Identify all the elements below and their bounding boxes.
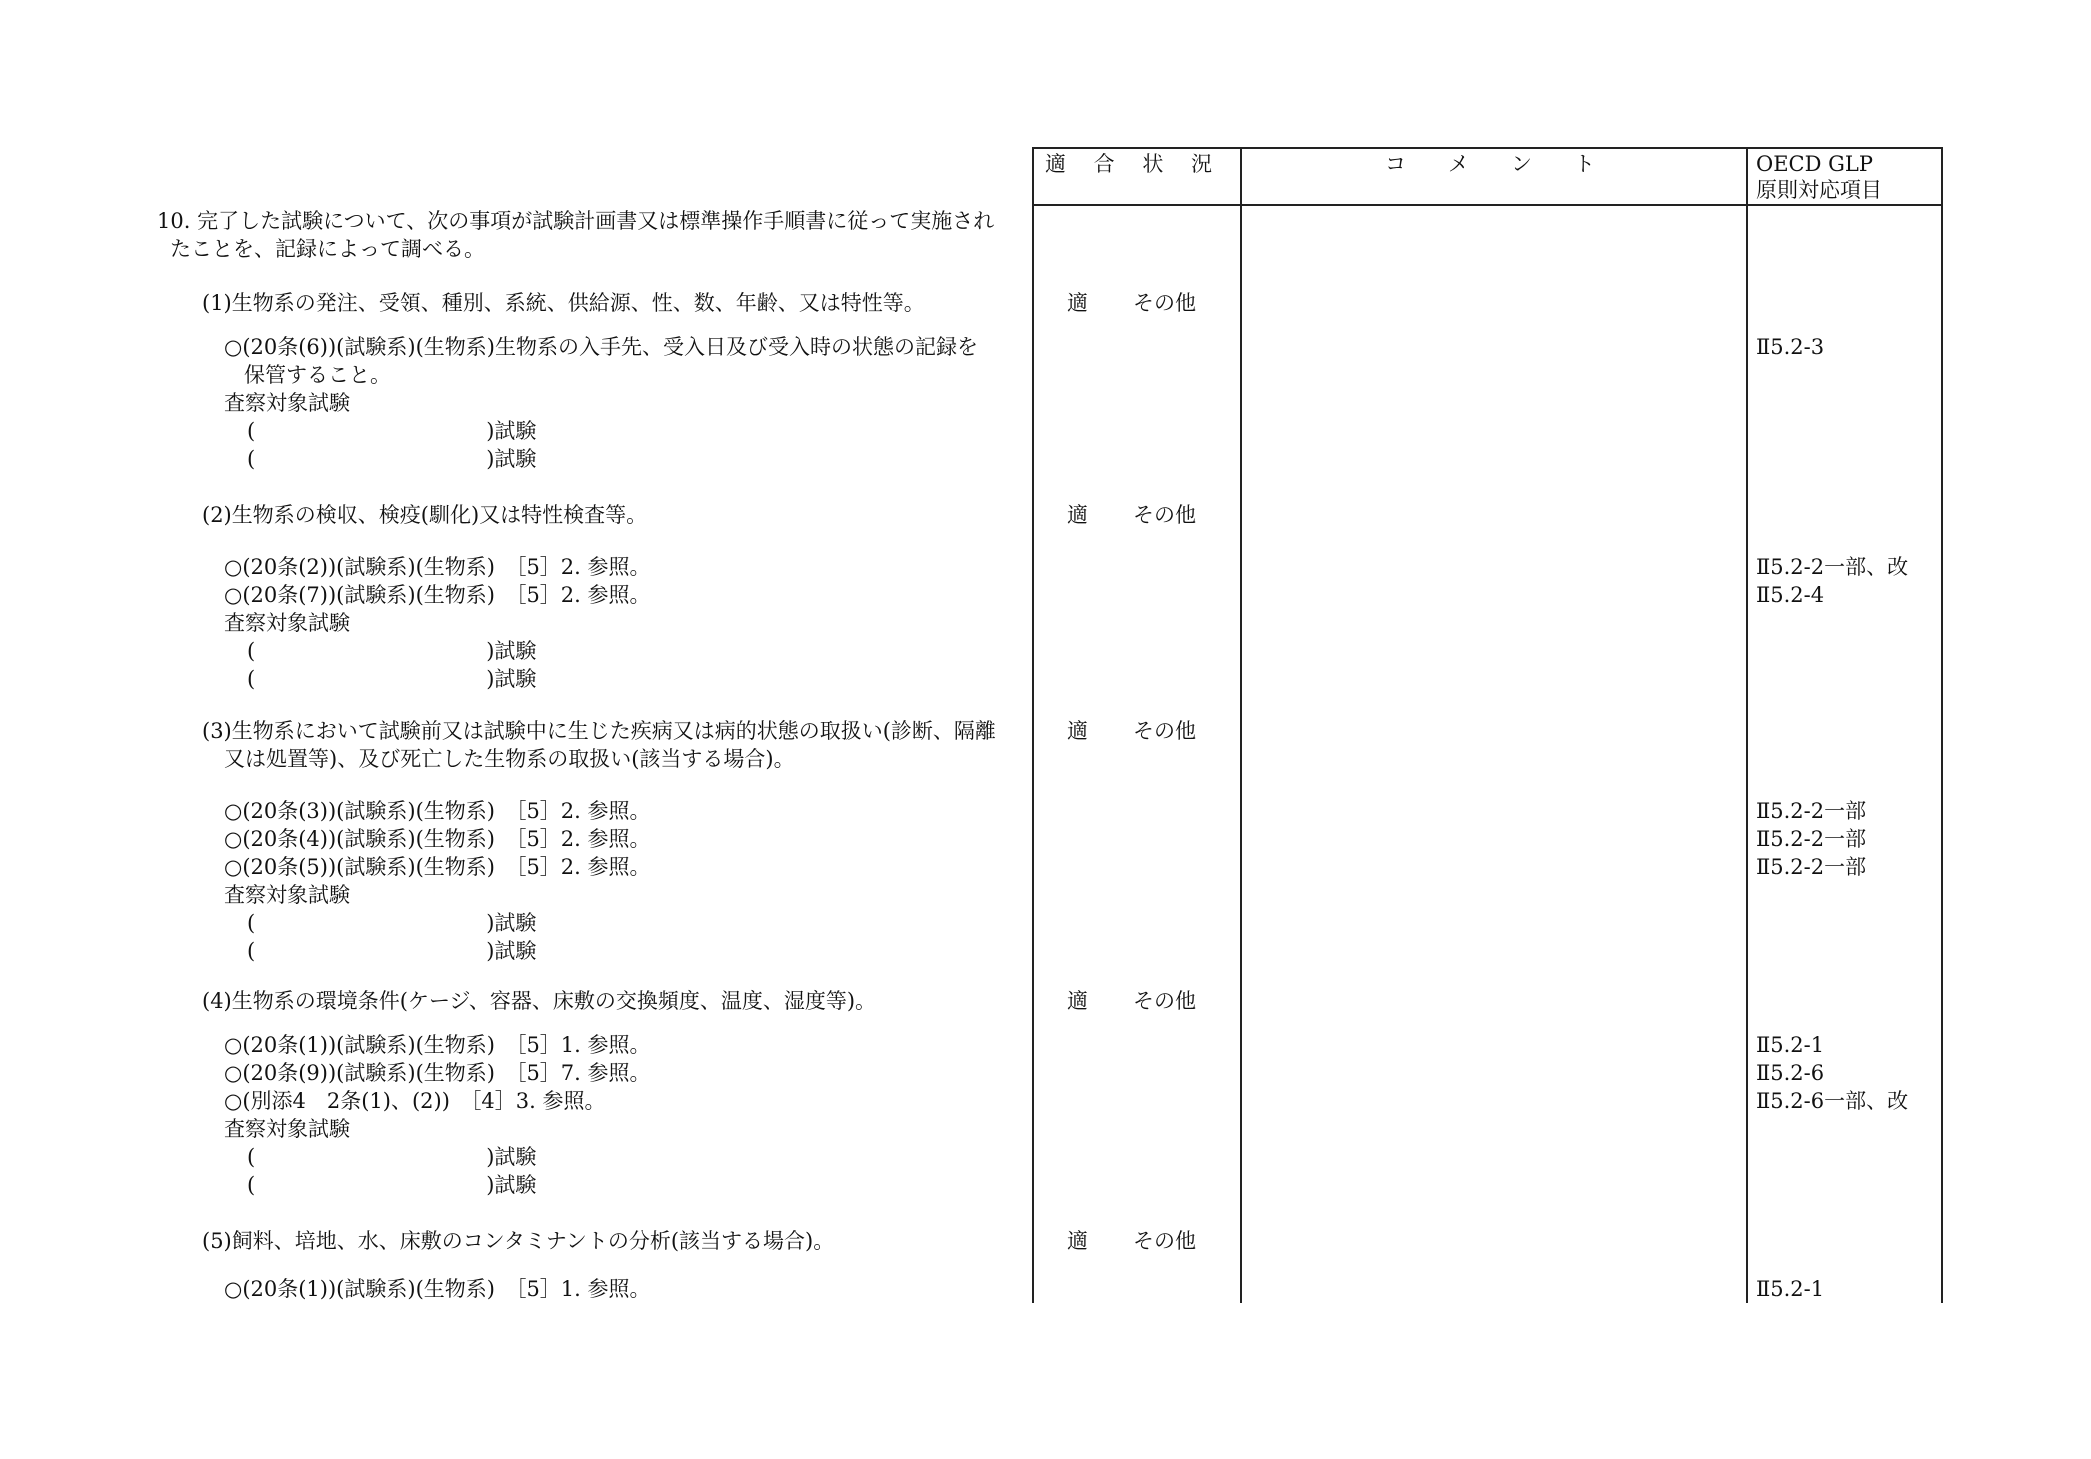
section-3-item-1: ○(20条(3))(試験系)(生物系) ［5］2. 参照。 (224, 799, 651, 823)
section-3-ref-3: Ⅱ5.2-2一部 (1756, 855, 1867, 879)
section-2-sonota: その他 (1133, 503, 1196, 527)
section-2-item-2: ○(20条(7))(試験系)(生物系) ［5］2. 参照。 (224, 583, 651, 607)
section-4-tekigo: 適 (1067, 989, 1088, 1013)
section-4-item-1: ○(20条(1))(試験系)(生物系) ［5］1. 参照。 (224, 1033, 651, 1057)
section-2-title: (2)生物系の検収、検疫(馴化)又は特性検査等。 (202, 503, 648, 527)
section-5-sonota: その他 (1133, 1229, 1196, 1253)
col-divider-1 (1032, 147, 1034, 1303)
section-2-tekigo: 適 (1067, 503, 1088, 527)
section-4-title: (4)生物系の環境条件(ケージ、容器、床敷の交換頻度、温度、湿度等)。 (202, 989, 877, 1013)
section-4-target-label: 査察対象試験 (224, 1117, 350, 1141)
section-3-tekigo: 適 (1067, 719, 1088, 743)
section-5-item-1: ○(20条(1))(試験系)(生物系) ［5］1. 参照。 (224, 1277, 651, 1301)
section-4-item-3: ○(別添4 2条(1)、(2)) ［4］3. 参照。 (224, 1089, 606, 1113)
section-1-item-1-cont: 保管すること。 (244, 363, 391, 387)
header-status: 適 合 状 況 (1045, 152, 1213, 176)
section-1-ref-1: Ⅱ5.2-3 (1756, 335, 1825, 359)
section-4-study-2: ( )試験 (247, 1173, 537, 1197)
section-3-study-2: ( )試験 (247, 939, 537, 963)
section-2-item-1: ○(20条(2))(試験系)(生物系) ［5］2. 参照。 (224, 555, 651, 579)
section-3-ref-2: Ⅱ5.2-2一部 (1756, 827, 1867, 851)
section-3-study-1: ( )試験 (247, 911, 537, 935)
section-3-item-2: ○(20条(4))(試験系)(生物系) ［5］2. 参照。 (224, 827, 651, 851)
section-5-title: (5)飼料、培地、水、床敷のコンタミナントの分析(該当する場合)。 (202, 1229, 835, 1253)
section-3-title: (3)生物系において試験前又は試験中に生じた疾病又は病的状態の取扱い(診断、隔離 (202, 719, 996, 743)
section-4-sonota: その他 (1133, 989, 1196, 1013)
table-top-rule (1032, 147, 1943, 149)
header-oecd-line2: 原則対応項目 (1756, 178, 1882, 202)
section-1-study-1: ( )試験 (247, 419, 537, 443)
intro-line1: 10. 完了した試験について、次の事項が試験計画書又は標準操作手順書に従って実施され (157, 209, 995, 233)
section-1-sonota: その他 (1133, 291, 1196, 315)
header-bottom-rule (1032, 204, 1943, 206)
section-3-sonota: その他 (1133, 719, 1196, 743)
section-1-target-label: 査察対象試験 (224, 391, 350, 415)
col-divider-3 (1746, 147, 1748, 1303)
section-1-study-2: ( )試験 (247, 447, 537, 471)
section-4-item-2: ○(20条(9))(試験系)(生物系) ［5］7. 参照。 (224, 1061, 651, 1085)
section-2-ref-2: Ⅱ5.2-4 (1756, 583, 1825, 607)
section-1-tekigo: 適 (1067, 291, 1088, 315)
section-4-study-1: ( )試験 (247, 1145, 537, 1169)
section-3-title-cont: 又は処置等)、及び死亡した生物系の取扱い(該当する場合)。 (224, 747, 795, 771)
section-5-tekigo: 適 (1067, 1229, 1088, 1253)
section-4-ref-3: Ⅱ5.2-6一部、改 (1756, 1089, 1909, 1113)
header-comment: コ メ ン ト (1385, 152, 1595, 176)
col-divider-2 (1240, 147, 1242, 1303)
section-4-ref-2: Ⅱ5.2-6 (1756, 1061, 1825, 1085)
section-2-study-1: ( )試験 (247, 639, 537, 663)
section-3-ref-1: Ⅱ5.2-2一部 (1756, 799, 1867, 823)
section-2-study-2: ( )試験 (247, 667, 537, 691)
section-1-title: (1)生物系の発注、受領、種別、系統、供給源、性、数、年齢、又は特性等。 (202, 291, 925, 315)
section-3-item-3: ○(20条(5))(試験系)(生物系) ［5］2. 参照。 (224, 855, 651, 879)
section-2-ref-1: Ⅱ5.2-2一部、改 (1756, 555, 1909, 579)
col-divider-4 (1941, 147, 1943, 1303)
section-1-item-1: ○(20条(6))(試験系)(生物系)生物系の入手先、受入日及び受入時の状態の記録を (224, 335, 978, 359)
section-3-target-label: 査察対象試験 (224, 883, 350, 907)
section-4-ref-1: Ⅱ5.2-1 (1756, 1033, 1825, 1057)
header-oecd-line1: OECD GLP (1756, 152, 1873, 176)
intro-line2: たことを、記録によって調べる。 (170, 237, 485, 261)
section-5-ref-1: Ⅱ5.2-1 (1756, 1277, 1825, 1301)
section-2-target-label: 査察対象試験 (224, 611, 350, 635)
